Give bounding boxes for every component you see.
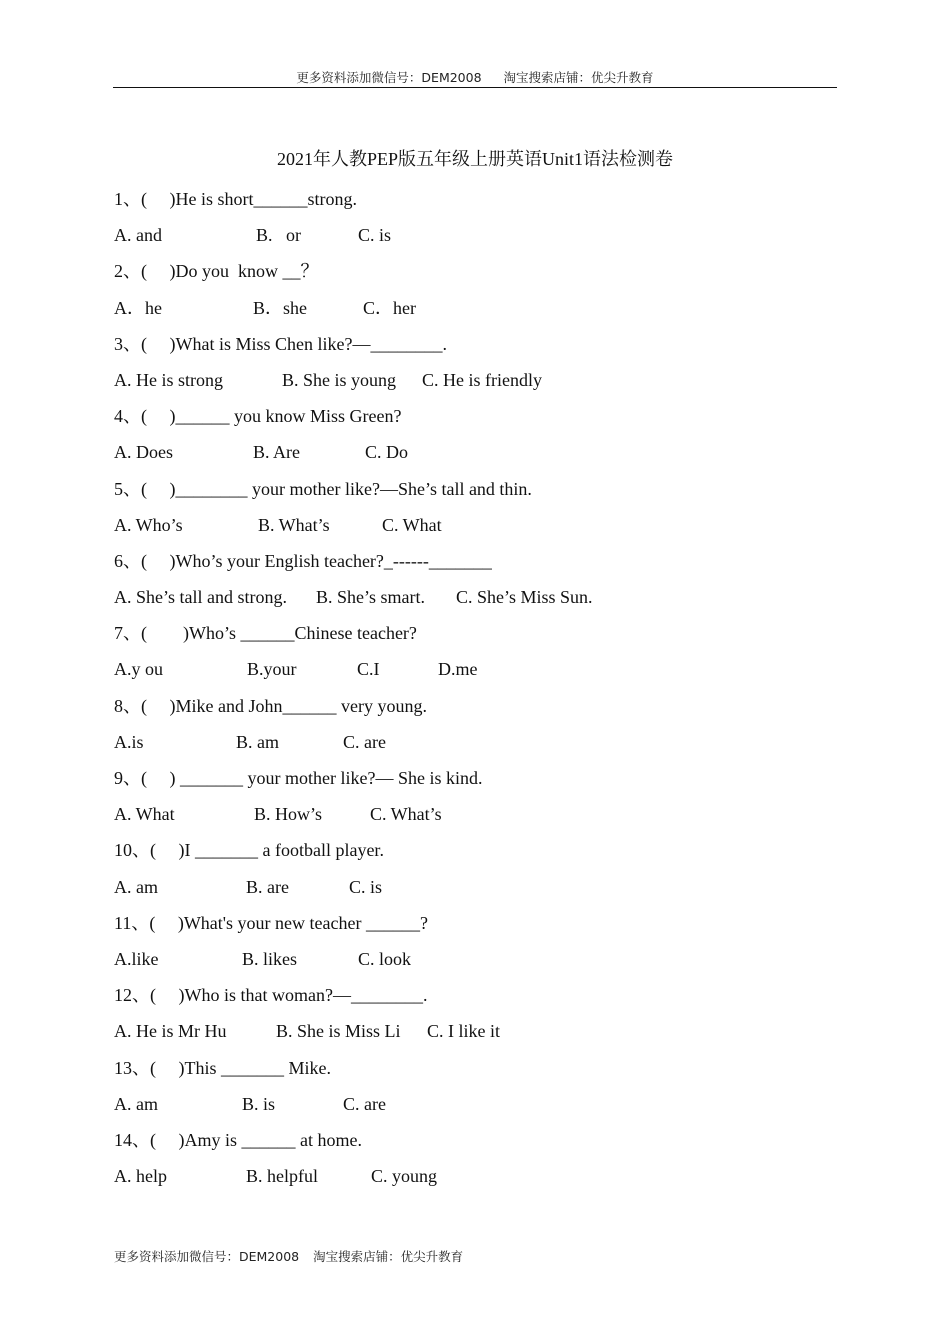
question-stem: 10、( )I _______ a football player. [114,840,384,861]
option: A. am [114,876,158,897]
option: B. What’s [258,514,330,535]
option: B. She is Miss Li [276,1021,401,1042]
option: C. is [358,225,392,246]
page-header [113,68,837,88]
question-stem: 14、( )Amy is ______ at home. [114,1129,362,1150]
question-stem: 7、( )Who’s ______Chinese teacher? [114,623,417,644]
option: C. young [371,1166,438,1187]
option: C. What [382,514,442,535]
option: B. are [246,876,289,897]
question-stem: 9、( ) _______ your mother like?— She is kind. [114,768,483,788]
option: B. is [242,1093,276,1114]
option: C. is [349,876,383,897]
option: C. are [343,1093,386,1114]
question-options [114,658,834,694]
question-options [114,803,834,839]
question-options [114,1020,834,1056]
option: B. am [236,731,279,752]
option: A. Who’s [114,514,183,535]
option: B. or [256,225,301,246]
question-options [114,876,834,912]
option: A. am [114,1093,158,1114]
document-title: 2021年人教PEP版五年级上册英语Unit1语法检测卷 [276,149,674,169]
question-list [114,188,834,1201]
question-stem: 11、( )What's your new teacher ______? [114,912,428,933]
question-options [114,1165,834,1201]
option: A. What [114,804,175,825]
option: A.like [114,948,159,969]
option: B. She’s smart. [316,587,426,608]
option: B. helpful [246,1166,318,1187]
option: A. help [114,1166,167,1187]
option: B．she [253,297,307,318]
option: D.me [438,659,478,680]
option: C. look [358,948,412,969]
question-options [114,369,834,405]
question-options [114,948,834,984]
option: C. She’s Miss Sun. [456,587,593,608]
option: C. are [343,731,386,752]
option: C. I like it [427,1021,500,1042]
option: C.I [357,659,380,680]
option: A. He is Mr Hu [114,1021,227,1042]
option: A.y ou [114,659,163,680]
question-stem: 3、( )What is Miss Chen like?—________. [114,333,447,354]
question-options [114,731,834,767]
footer-contact: 更多资料添加微信号：DEM2008 [114,1249,300,1264]
question-options [114,1093,834,1129]
option: C. What’s [370,804,442,825]
option: B. likes [242,948,298,969]
option: C. He is friendly [422,369,542,390]
question-options [114,297,834,333]
option: B.your [247,659,297,680]
option: B. How’s [254,804,323,825]
question-options [114,441,834,477]
question-stem: 13、( )This _______ Mike. [114,1057,331,1078]
option: A. He is strong [114,369,223,390]
option: B. Are [253,442,300,463]
header-contact: 更多资料添加微信号：DEM2008 [296,70,482,85]
option: B. She is young [282,369,397,390]
option: C．her [363,297,416,318]
question-stem: 2、( )Do you know __？ [114,261,319,282]
option: A．he [114,297,162,318]
question-stem: 12、( )Who is that woman?—________. [114,985,428,1006]
option: A.is [114,731,144,752]
page-footer [114,1247,463,1265]
question-stem: 6、( )Who’s your English teacher?_------_______ [114,550,492,571]
header-divider [113,87,837,88]
question-options [114,224,834,260]
question-stem: 4、( )______ you know Miss Green? [114,406,402,427]
question-stem: 8、( )Mike and John______ very young. [114,695,427,716]
option: A. Does [114,442,173,463]
option: A. and [114,225,162,246]
question-stem: 1、( )He is short______strong. [114,189,357,209]
question-stem: 5、( )________ your mother like?—She’s tall and thin. [114,478,532,499]
header-shop: 淘宝搜索店铺：优尖升教育 [503,70,654,85]
question-options [114,586,834,622]
option: A. She’s tall and strong. [114,587,287,608]
footer-shop: 淘宝搜索店铺：优尖升教育 [313,1249,464,1264]
option: C. Do [365,442,409,463]
question-options [114,514,834,550]
